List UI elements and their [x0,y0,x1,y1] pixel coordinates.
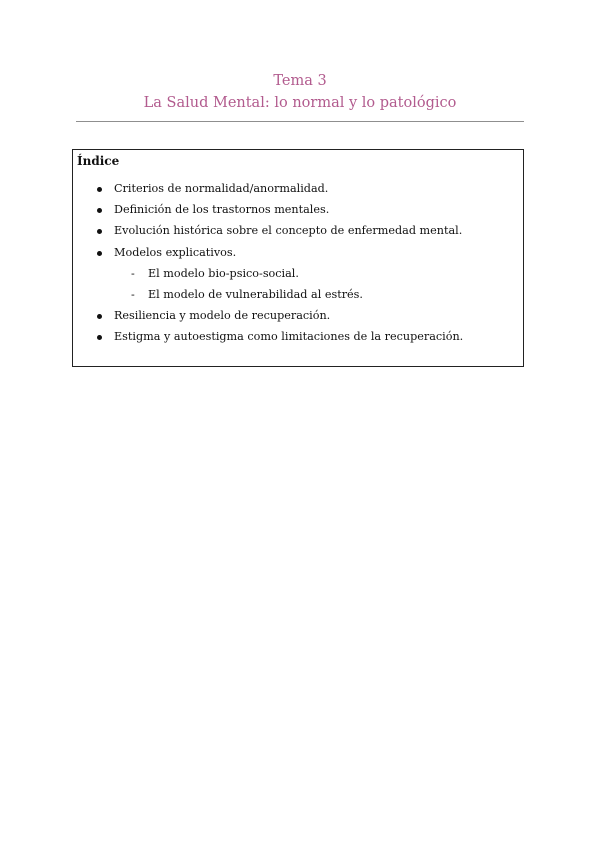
dash-icon: - [131,287,135,301]
sub-list-item-text: El modelo de vulnerabilidad al estrés. [148,287,363,301]
sub-list-item [73,263,523,284]
list-item-text: Resiliencia y modelo de recuperación. [114,309,331,323]
list-item [73,220,523,241]
bullet-icon [97,251,102,256]
index-box [72,149,524,367]
list-item-text: Criterios de normalidad/anormalidad. [114,182,329,195]
bullet-icon [97,208,102,213]
topic-number: Tema 3 [273,73,327,89]
sub-list-item [73,284,523,305]
list-item-text: Definición de los trastornos mentales. [114,203,330,217]
sub-list-item-text: El modelo bio-psico-social. [148,266,299,280]
list-item [73,242,523,263]
document-header [0,70,600,114]
topic-title: La Salud Mental: lo normal y lo patológico [143,95,457,111]
list-item [73,305,523,326]
bullet-icon [97,187,102,192]
dash-icon: - [131,266,135,280]
list-item [73,178,523,199]
header-divider [76,121,524,122]
bullet-icon [97,229,102,234]
list-item [73,326,523,347]
list-item [73,199,523,220]
bullet-icon [97,314,102,319]
bullet-icon [97,335,102,340]
list-item-text: Modelos explicativos. [114,245,237,259]
index-heading: Índice [77,154,120,168]
index-list [73,178,523,348]
list-item-text: Estigma y autoestigma como limitaciones de la recuperación. [114,330,464,344]
list-item-text: Evolución histórica sobre el concepto de enfermedad mental. [114,224,463,238]
